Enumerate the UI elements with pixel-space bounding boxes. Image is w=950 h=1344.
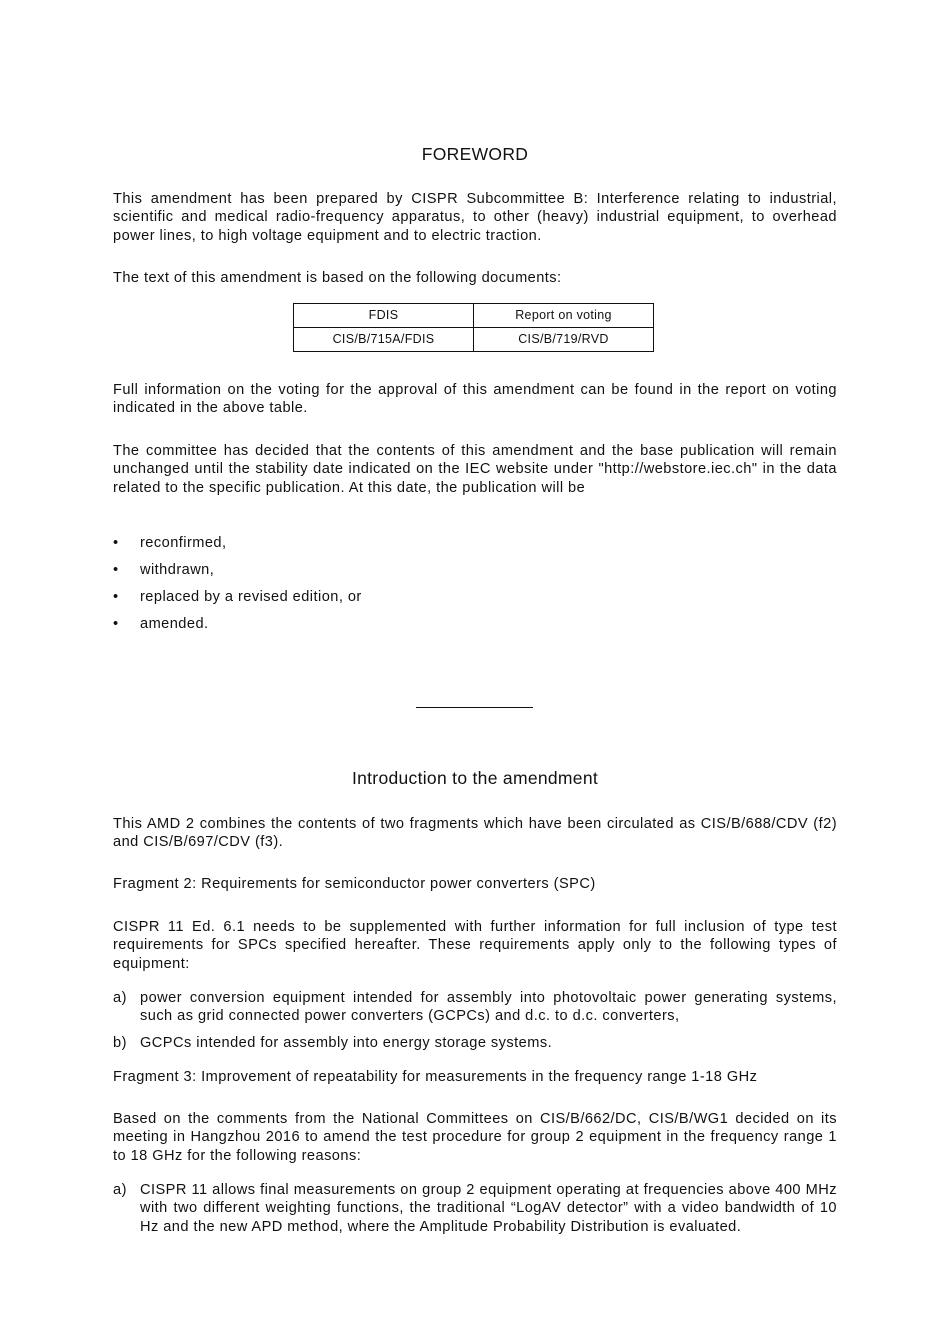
list-item: [113, 989, 837, 1026]
foreword-paragraph-4: The committee has decided that the contents of this amendment and the base publication will remain unchanged until the stability date indicated on the IEC website under "http://webstore.iec.ch" in the data related to the specific publication. At this date, the publication will be: [113, 443, 837, 496]
list-item: [113, 588, 837, 615]
list-item: [113, 615, 837, 642]
list-marker: b): [113, 1034, 127, 1051]
foreword-paragraph-1: This amendment has been prepared by CISPR Subcommittee B: Interference relating to industrial, scientific and medical radio-frequency apparatus, to other (heavy) industrial equipment, to overhead power lines, to high voltage equipment and to electric traction.: [113, 191, 837, 244]
table-row: [294, 328, 654, 352]
introduction-paragraph-3: Based on the comments from the National Committees on CIS/B/662/DC, CIS/B/WG1 decided on its meeting in Hangzhou 2016 to amend the test procedure for group 2 equipment in the frequency range 1 to 18 GHz for the following reasons:: [113, 1111, 837, 1164]
reasons-list: [113, 1181, 837, 1236]
table-header-row: [294, 304, 654, 328]
bullet-marker: •: [113, 535, 119, 551]
list-item-text: amended.: [140, 616, 209, 632]
section-separator: [416, 707, 533, 708]
introduction-paragraph-2: CISPR 11 Ed. 6.1 needs to be supplemented with further information for full inclusion of type test requirements for SPCs specified hereafter. These requirements apply only to the following types of equipment:: [113, 919, 837, 972]
table-header-cell: Report on voting: [474, 304, 654, 328]
foreword-paragraph-2: The text of this amendment is based on the following documents:: [113, 270, 562, 286]
introduction-title: Introduction to the amendment: [351, 768, 599, 788]
documents-table: [293, 303, 654, 352]
table-header-cell: FDIS: [294, 304, 474, 328]
list-marker: a): [113, 1182, 127, 1198]
list-item: [113, 561, 837, 588]
list-item-text: GCPCs intended for assembly into energy storage systems.: [140, 1034, 553, 1051]
equipment-types-list: [113, 989, 837, 1052]
list-item-text: CISPR 11 allows final measurements on group 2 equipment operating at frequencies above 400 MHz with two different weighting functions, the traditional “LogAV detector” with a video bandwidth of 10 Hz and the new APD method, where the Amplitude Probability Distribution is evaluated.: [140, 1182, 837, 1235]
fragment-3-heading: Fragment 3: Improvement of repeatability for measurements in the frequency range 1-18 GHz: [113, 1069, 758, 1085]
list-item: [113, 534, 837, 561]
table-cell: CIS/B/719/RVD: [474, 328, 654, 352]
table-cell: CIS/B/715A/FDIS: [294, 328, 474, 352]
bullet-marker: •: [113, 562, 119, 578]
introduction-paragraph-1: This AMD 2 combines the contents of two fragments which have been circulated as CIS/B/688/CDV (f2) and CIS/B/697/CDV (f3).: [113, 816, 837, 851]
foreword-paragraph-3: Full information on the voting for the approval of this amendment can be found in the report on voting indicated in the above table.: [113, 382, 837, 417]
stability-options-list: [113, 534, 837, 642]
list-item-text: reconfirmed,: [140, 535, 227, 551]
list-item-text: replaced by a revised edition, or: [140, 589, 362, 605]
list-item: [113, 1034, 837, 1052]
list-item: [113, 1181, 837, 1236]
list-item-text: power conversion equipment intended for assembly into photovoltaic power generating systems, such as grid connected power converters (GCPCs) and d.c. to d.c. converters,: [140, 990, 837, 1025]
list-marker: a): [113, 990, 127, 1006]
bullet-marker: •: [113, 616, 119, 632]
bullet-marker: •: [113, 589, 119, 605]
foreword-title: FOREWORD: [421, 144, 529, 164]
list-item-text: withdrawn,: [140, 562, 215, 578]
fragment-2-heading: Fragment 2: Requirements for semiconductor power converters (SPC): [113, 876, 596, 892]
